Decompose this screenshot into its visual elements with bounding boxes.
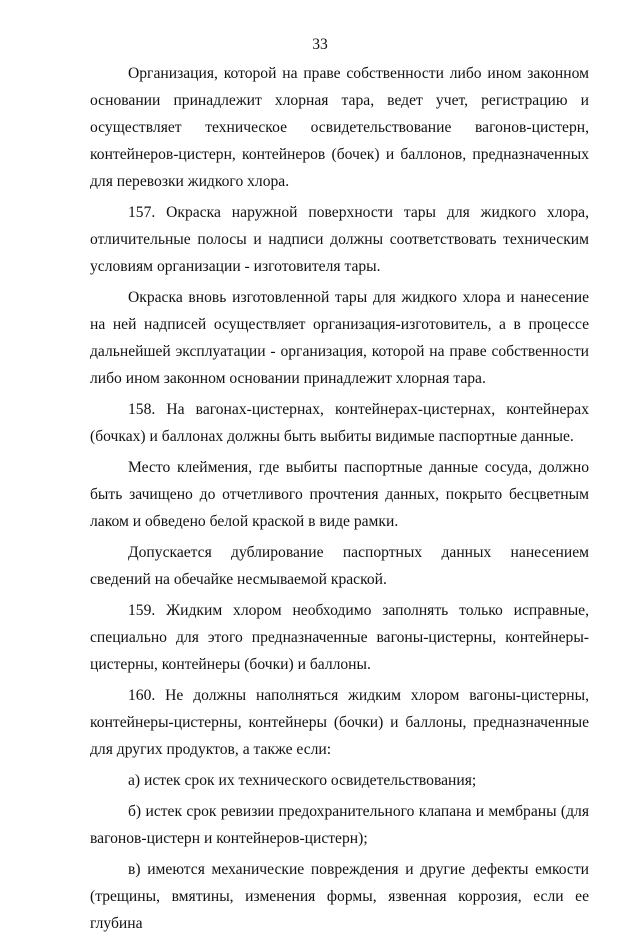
paragraph-stamping-place: Место клеймения, где выбиты паспортные данные сосуда, должно быть зачищено до отчетливого прочтения данных, покрыто бесцветным лаком и обведено белой краской в виде рамки. [90,459,589,530]
paragraph-159: 159. Жидким хлором необходимо заполнять только исправные, специально для этого предназначенные вагоны-цистерны, контейнеры-цистерны, контейнеры (бочки) и баллоны. [90,602,589,673]
paragraph-painting-new-containers: Окраска вновь изготовленной тары для жидкого хлора и нанесение на ней надписей осуществляет организация-изготовитель, а в процессе дальнейшей эксплуатации - организация, которой на праве собственности либо ином законном основании принадлежит хлорная тара. [90,289,589,387]
paragraph-160: 160. Не должны наполняться жидким хлором вагоны-цистерны, контейнеры-цистерны, контейнеры (бочки) и баллоны, предназначенные для других продуктов, а также если: [90,687,589,758]
paragraph-157: 157. Окраска наружной поверхности тары для жидкого хлора, отличительные полосы и надписи должны соответствовать техническим условиям организации - изготовителя тары. [90,204,589,275]
document-body [90,60,589,941]
list-item-c: в) имеются механические повреждения и другие дефекты емкости (трещины, вмятины, изменения формы, язвенная коррозия, если ее глубина [90,861,589,932]
paragraph-duplication: Допускается дублирование паспортных данных нанесением сведений на обечайке несмываемой краской. [90,544,589,588]
list-item-b: б) истек срок ревизии предохранительного клапана и мембраны (для вагонов-цистерн и контейнеров-цистерн); [90,803,589,847]
list-item-a: а) истек срок их технического освидетельствования; [128,772,477,789]
page-number: 33 [312,36,328,53]
paragraph-158: 158. На вагонах-цистернах, контейнерах-цистернах, контейнерах (бочках) и баллонах должны быть выбиты видимые паспортные данные. [90,401,589,445]
paragraph-ownership-registration: Организация, которой на праве собственности либо ином законном основании принадлежит хлорная тара, ведет учет, регистрацию и осуществляет техническое освидетельствование вагонов-цистерн, контейнеров-цистерн, контейнеров (бочек) и баллонов, предназначенных для перевозки жидкого хлора. [90,65,589,190]
